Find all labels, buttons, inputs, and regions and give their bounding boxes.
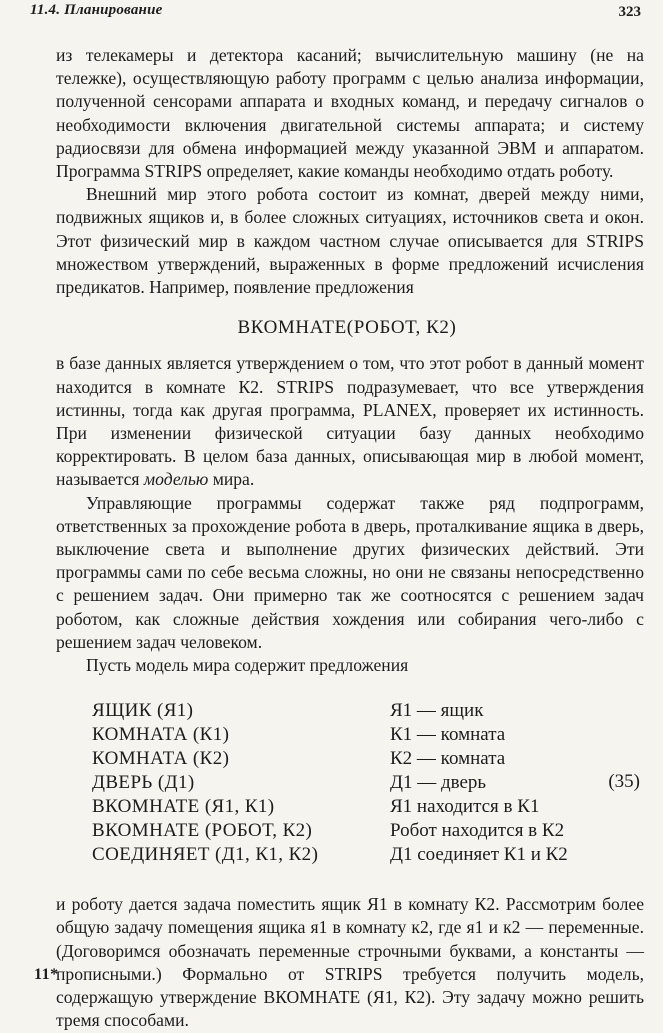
fact-row (56, 699, 644, 723)
paragraph-1: из телекамеры и детектора касаний; вычислительную машину (не на тележке), осуществляющую работу программ с целью анализа информации, полученной сенсорами аппарата и входных команд, и передачу сигналов о необходимости включения двигательной системы аппарата; и систему радиосвязи для обмена информацией между указанной ЭВМ и аппаратом. Программа STRIPS определяет, какие команды необходимо отдать роботу. (56, 45, 644, 182)
display-formula: ВКОМНАТЕ(РОБОТ, К2) (237, 317, 457, 339)
fact-row (56, 723, 644, 747)
equation-number: (35) (608, 771, 640, 793)
running-head: 11.4. Планирование (30, 2, 163, 18)
paragraph-2: Внешний мир этого робота состоит из комнат, дверей между ними, подвижных ящиков и, в более сложных ситуациях, источников света и окон. Этот физический мир в каждом частном случае описывается для STRIPS множеством утверждений, выраженных в форме предложений исчисления предикатов. Например, появление предложения (56, 184, 644, 298)
paragraph-3 (56, 352, 644, 491)
term-model: моделью (143, 469, 209, 490)
fact-row (56, 747, 644, 771)
fact-row (56, 795, 644, 819)
paragraph-3-text: в базе данных является утверждением о том, что этот робот в данный момент находится в комнате К2. STRIPS подразумевает, что все утверждения истинны, тогда как другая программа, PLANEX, проверяет их истинность. При изменении физической ситуации базу данных необходимо корректировать. В целом база данных, описывающая мир в любой момент, называется (56, 353, 644, 490)
fact-row (56, 819, 644, 843)
body-text (56, 44, 644, 1033)
page-header (30, 2, 641, 26)
fact-meaning: Д1 соединяет К1 и К2 (390, 844, 568, 866)
page-number: 323 (618, 4, 641, 20)
fact-predicate: ВКОМНАТЕ (Я1, К1) (92, 796, 275, 818)
fact-predicate: СОЕДИНЯЕТ (Д1, К1, К2) (92, 844, 319, 866)
fact-predicate: ЯЩИК (Я1) (92, 700, 194, 722)
paragraph-4: Управляющие программы содержат также ряд подпрограмм, ответственных за прохождение робота в дверь, проталкивание ящика в дверь, выключение света и выполнение других физических действий. Эти программы сами по себе весьма сложны, но они не связаны непосредственно с решением задач. Они примерно так же соотносятся с решением задач роботом, как сложные действия хождения или собирания чего-либо с решением задач человеком. (56, 492, 644, 652)
fact-predicate: ДВЕРЬ (Д1) (92, 772, 195, 794)
fact-predicate: КОМНАТА (К2) (92, 748, 230, 770)
fact-meaning: К2 — комната (390, 748, 506, 770)
paragraph-3-end: мира. (212, 469, 255, 490)
world-model-facts (56, 699, 644, 867)
fact-meaning: Робот находится в К2 (390, 820, 565, 842)
fact-meaning: Я1 — ящик (390, 700, 484, 722)
fact-meaning: Я1 находится в К1 (390, 796, 540, 818)
fact-row (56, 843, 644, 867)
fact-meaning: К1 — комната (390, 724, 506, 746)
paragraph-5: Пусть модель мира содержит предложения (86, 655, 409, 676)
paragraph-6: и роботу дается задача поместить ящик Я1 в комнату К2. Рассмотрим более общую задачу помещения ящика я1 в комнату к2, где я1 и к2 — переменные. (Договоримся обозначать переменные строчными буквами, а константы — прописными.) Формально от STRIPS требуется получить модель, содержащую утверждение ВКОМНАТЕ (Я1, К2). Эту задачу можно решить тремя способами. (56, 894, 644, 1031)
fact-predicate: КОМНАТА (К1) (92, 724, 230, 746)
fact-meaning: Д1 — дверь (390, 772, 487, 794)
fact-row (56, 771, 644, 795)
signature-mark: 11* (34, 966, 59, 983)
fact-predicate: ВКОМНАТЕ (РОБОТ, К2) (92, 820, 313, 842)
